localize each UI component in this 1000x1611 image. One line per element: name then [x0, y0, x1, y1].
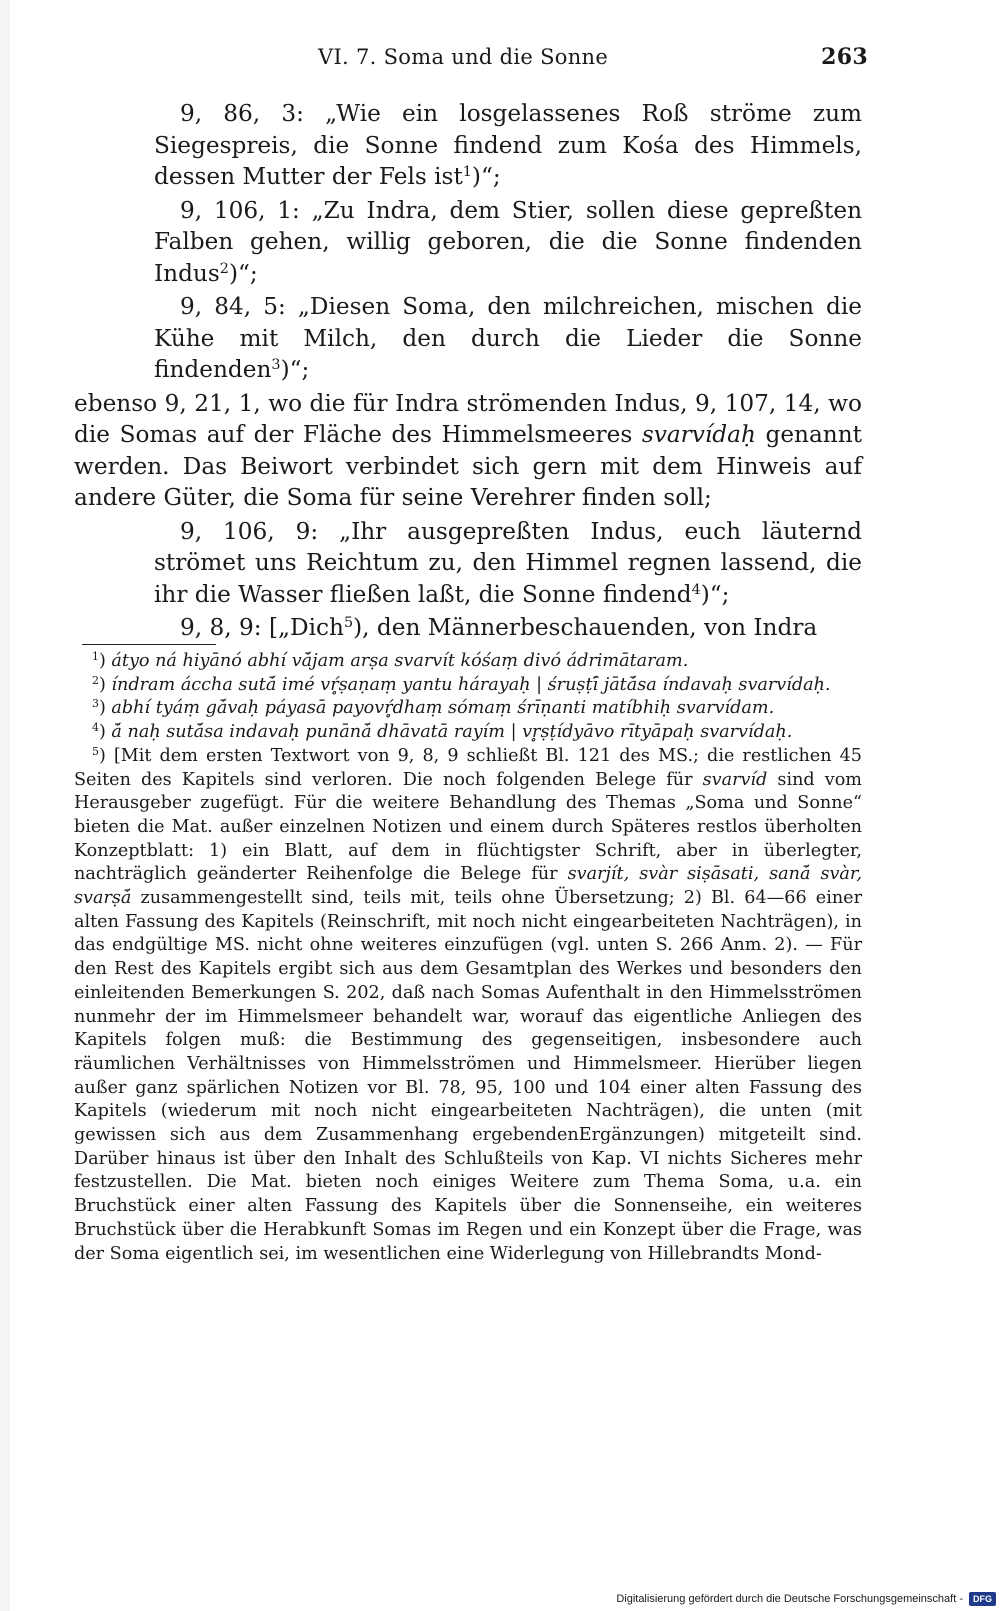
- sanskrit-term: svarvíd: [702, 769, 768, 790]
- quote-tail: ), den Männerbeschauenden, von Indra: [353, 614, 818, 641]
- body-paragraph: [74, 388, 862, 514]
- footnote-separator: [82, 644, 216, 645]
- footnote-sanskrit: índram áccha sutā́ imé vŕ̥ṣaṇaṃ yantu hárayaḥ | śruṣṭī́ jātā́sa índavaḥ svarvídaḥ.: [111, 674, 831, 695]
- verse-reference: 9, 84, 5:: [180, 293, 286, 320]
- verse-reference: 9, 86, 3:: [180, 100, 304, 127]
- body-text: genannt werden. Das Beiwort verbindet sich gern mit dem Hinweis auf andere Güter, die Soma für seine Verehrer finden soll;: [74, 421, 862, 511]
- quote-text: [„Dich: [268, 614, 344, 641]
- quote-paragraph: [74, 291, 862, 386]
- verse-reference: 9, 8, 9:: [180, 614, 262, 641]
- quote-text: „Ihr ausgepreßten Indus, euch läuternd strömet uns Reichtum zu, den Himmel regnen lassend, die ihr die Wasser fließen laßt, die Sonne findend: [154, 517, 863, 608]
- quote-text: „Diesen Soma, den milchreichen, mischen die Kühe mit Milch, den durch die Lieder die Sonne findenden: [154, 293, 862, 383]
- verse-reference: 9, 106, 1:: [180, 196, 300, 224]
- running-title: VI. 7. Soma und die Sonne: [318, 45, 609, 69]
- footnote-marker: 5: [343, 615, 354, 632]
- credit-text: Digitalisierung gefördert durch die Deutsche Forschungsgemeinschaft -: [616, 1593, 963, 1605]
- digitization-credit: [616, 1589, 996, 1609]
- quote-tail: )“;: [700, 580, 730, 608]
- main-text: [74, 98, 862, 646]
- footnote: $^2$) índram áccha sutā́ imé vŕ̥ṣaṇaṃ yantu hárayaḥ | śruṣṭī́ jātā́sa índavaḥ svarvídaḥ.: [92, 673, 831, 695]
- scan-edge: [0, 0, 10, 1611]
- quote-tail: )“;: [280, 356, 310, 383]
- sanskrit-terms: svarjít, svàr siṣāsati, sanā́ svàr, svarṣā́: [74, 864, 862, 909]
- note-text: zusammengestellt sind, teils mit, teils ohne Übersetzung; 2) Bl. 64—66 einer alten Fassung des Kapitels (Reinschrift, mit noch nicht eingearbeiteten Nachträgen), in das endgültige MS. nicht ohne weiteres einzufügen (vgl. unten S. 266 Anm. 2). — Für den Rest des Kapitels ergibt sich aus dem Gesamtplan des Werkes und besonders den einleitenden Bemerkungen S. 202, daß nach Somas Aufenthalt in den Himmelsströmen nunmehr der im Himmelsmeer behandelt war, worauf das eigentliche Anliegen des Kapitels folgen muß: die Bestimmung des gegenseitigen, insbesondere auch räumlichen Verhältnisses von Himmelsströmen und Himmelsmeer. Hierüber liegen außer ganz spärlichen Notizen vor Bl. 78, 95, 100 und 104 einer alten Fassung des Kapitels (wiederum mit noch nicht eingearbeiteten Nachträgen), die unten (mit gewissen sich aus dem Zusammenhang ergebendenErgänzungen) mitgeteilt sind. Darüber hinaus ist über den Inhalt des Schlußteils von Kap. VI nichts Sicheres mehr festzustellen. Die Mat. bieten noch einiges Weitere zum Thema Soma, u.a. ein Bruchstück einer alten Fassung des Kapitels über die Sonnenseihe, ein weiteres Bruchstück über die Herabkunft Somas im Regen und ein Konzept über die Frage, was der Soma eigentlich sei, im wesentlichen eine Widerlegung von Hillebrandts Mond-: [74, 888, 862, 1264]
- footnote: $^1$) átyo ná hiyānó abhí vā́jam arṣa svarvít kóśaṃ divó ádrimātaram.: [92, 650, 689, 671]
- quote-paragraph: [74, 98, 862, 193]
- quote-tail: )“;: [228, 259, 258, 287]
- footnote-number: 1: [92, 650, 99, 663]
- editor-note: $^5$) [Mit dem ersten Textwort von 9, 8, 9 schließt Bl. 121 des MS.; die restlichen 45 Seiten des Kapitels sind verloren. Die noch folgenden Belege für svarvíd sind vom Herausgeber zugefügt. Für die weitere Behandlung des Themas „Soma und Sonne“ bieten die Mat. außer einzelnen Notizen und einem durch Späteres restlos überholten Konzeptblatt: 1) ein Blatt, auf dem in flüchtigster Schrift, aber in überlegter, nachträglich geänderter Reihenfolge die Belege für svarjít, svàr siṣāsati, sanā́ svàr, svarṣā́ zusammengestellt sind, teils mit, teils ohne Übersetzung; 2) Bl. 64—66 einer alten Fassung des Kapitels (Reinschrift, mit noch nicht eingearbeiteten Nachträgen), in das endgültige MS. nicht ohne weiteres einzufügen (vgl. unten S. 266 Anm. 2). — Für den Rest des Kapitels ergibt sich aus dem Gesamtplan des Werkes und besonders den einleitenden Bemerkungen S. 202, daß nach Somas Aufenthalt in den Himmelsströmen nunmehr der im Himmelsmeer behandelt war, worauf das eigentliche Anliegen des Kapitels folgen muß: die Bestimmung des gegenseitigen, insbesondere auch räumlichen Verhältnisses von Himmelsströmen und Himmelsmeer. Hierüber liegen außer ganz spärlichen Notizen vor Bl. 78, 95, 100 und 104 einer alten Fassung des Kapitels (wiederum mit noch nicht eingearbeiteten Nachträgen), die unten (mit gewissen sich aus dem Zusammenhang ergebendenErgänzungen) mitgeteilt sind. Darüber hinaus ist über den Inhalt des Schlußteils von Kap. VI nichts Sicheres mehr festzustellen. Die Mat. bieten noch einiges Weitere zum Thema Soma, u.a. ein Bruchstück einer alten Fassung des Kapitels über die Sonnenseihe, ein weiteres Bruchstück über die Herabkunft Somas im Regen und ein Konzept über die Frage, was der Soma eigentlich sei, im wesentlichen eine Widerlegung von Hillebrandts Mond-: [74, 744, 862, 1264]
- footnote-sanskrit: ā́ naḥ sutā́sa indavaḥ punānā́ dhāvatā rayím | vr̥ṣṭídyāvo rītyāpaḥ svarvídaḥ.: [111, 722, 793, 743]
- footnote-sanskrit: átyo ná hiyānó abhí vā́jam arṣa svarvít kóśaṃ divó ádrimātaram.: [111, 651, 689, 671]
- body-text: ebenso 9, 21, 1, wo die für Indra strömenden Indus, 9, 107, 14, wo die Somas auf der Fläche des Himmelsmeeres: [74, 389, 862, 448]
- footnote-marker: 1: [462, 164, 472, 181]
- footnote-sanskrit: abhí tyáṃ gā́vaḥ páyasā payovŕ̥dhaṃ sómaṃ śrīṇanti matíbhiḥ svarvídam.: [111, 698, 775, 719]
- footnotes: [74, 650, 862, 1266]
- running-header: [318, 44, 868, 70]
- sanskrit-term: svarvídaḥ: [641, 421, 756, 448]
- quote-text: „Zu Indra, dem Stier, sollen diese gepreßten Falben gehen, willig geboren, die die Sonne findenden Indus: [154, 196, 862, 287]
- footnote: $^3$) abhí tyáṃ gā́vaḥ páyasā payovŕ̥dhaṃ sómaṃ śrīṇanti matíbhiḥ svarvídam.: [92, 697, 775, 719]
- quote-paragraph: [74, 612, 862, 644]
- quote-text: „Wie ein losgelassenes Roß ströme zum Siegespreis, die Sonne findend zum Kośa des Himmels, dessen Mutter der Fels ist: [154, 100, 862, 190]
- verse-reference: 9, 106, 9:: [180, 517, 319, 545]
- footnote-number: 3: [92, 697, 99, 711]
- note-text: [Mit dem ersten Textwort von 9, 8, 9 schließt Bl. 121 des MS.; die restlichen 45 Seiten des Kapitels sind verloren. Die noch folgenden Belege für: [74, 745, 862, 790]
- footnote-marker: 3: [271, 357, 281, 374]
- footnote-marker: 2: [219, 260, 229, 277]
- quote-paragraph: [74, 516, 862, 611]
- footnote-marker: 4: [691, 581, 701, 598]
- note-text: sind vom Herausgeber zugefügt. Für die weitere Behandlung des Themas „Soma und Sonne“ bieten die Mat. außer einzelnen Notizen und einem durch Späteres restlos überholten Konzeptblatt: 1) ein Blatt, auf dem in flüchtigster Schrift, aber in überlegter, nachträglich geänderter Reihenfolge die Belege für: [74, 769, 862, 885]
- quote-paragraph: [74, 195, 862, 290]
- dfg-logo: DFG: [969, 1592, 996, 1606]
- footnote-number: 5: [92, 744, 99, 758]
- footnote-number: 2: [92, 673, 99, 687]
- quote-tail: )“;: [471, 163, 501, 190]
- page-number: 263: [821, 44, 868, 70]
- footnote: $^4$) ā́ naḥ sutā́sa indavaḥ punānā́ dhāvatā rayím | vr̥ṣṭídyāvo rītyāpaḥ svarvídaḥ.: [92, 721, 793, 743]
- footnote-number: 4: [92, 721, 99, 735]
